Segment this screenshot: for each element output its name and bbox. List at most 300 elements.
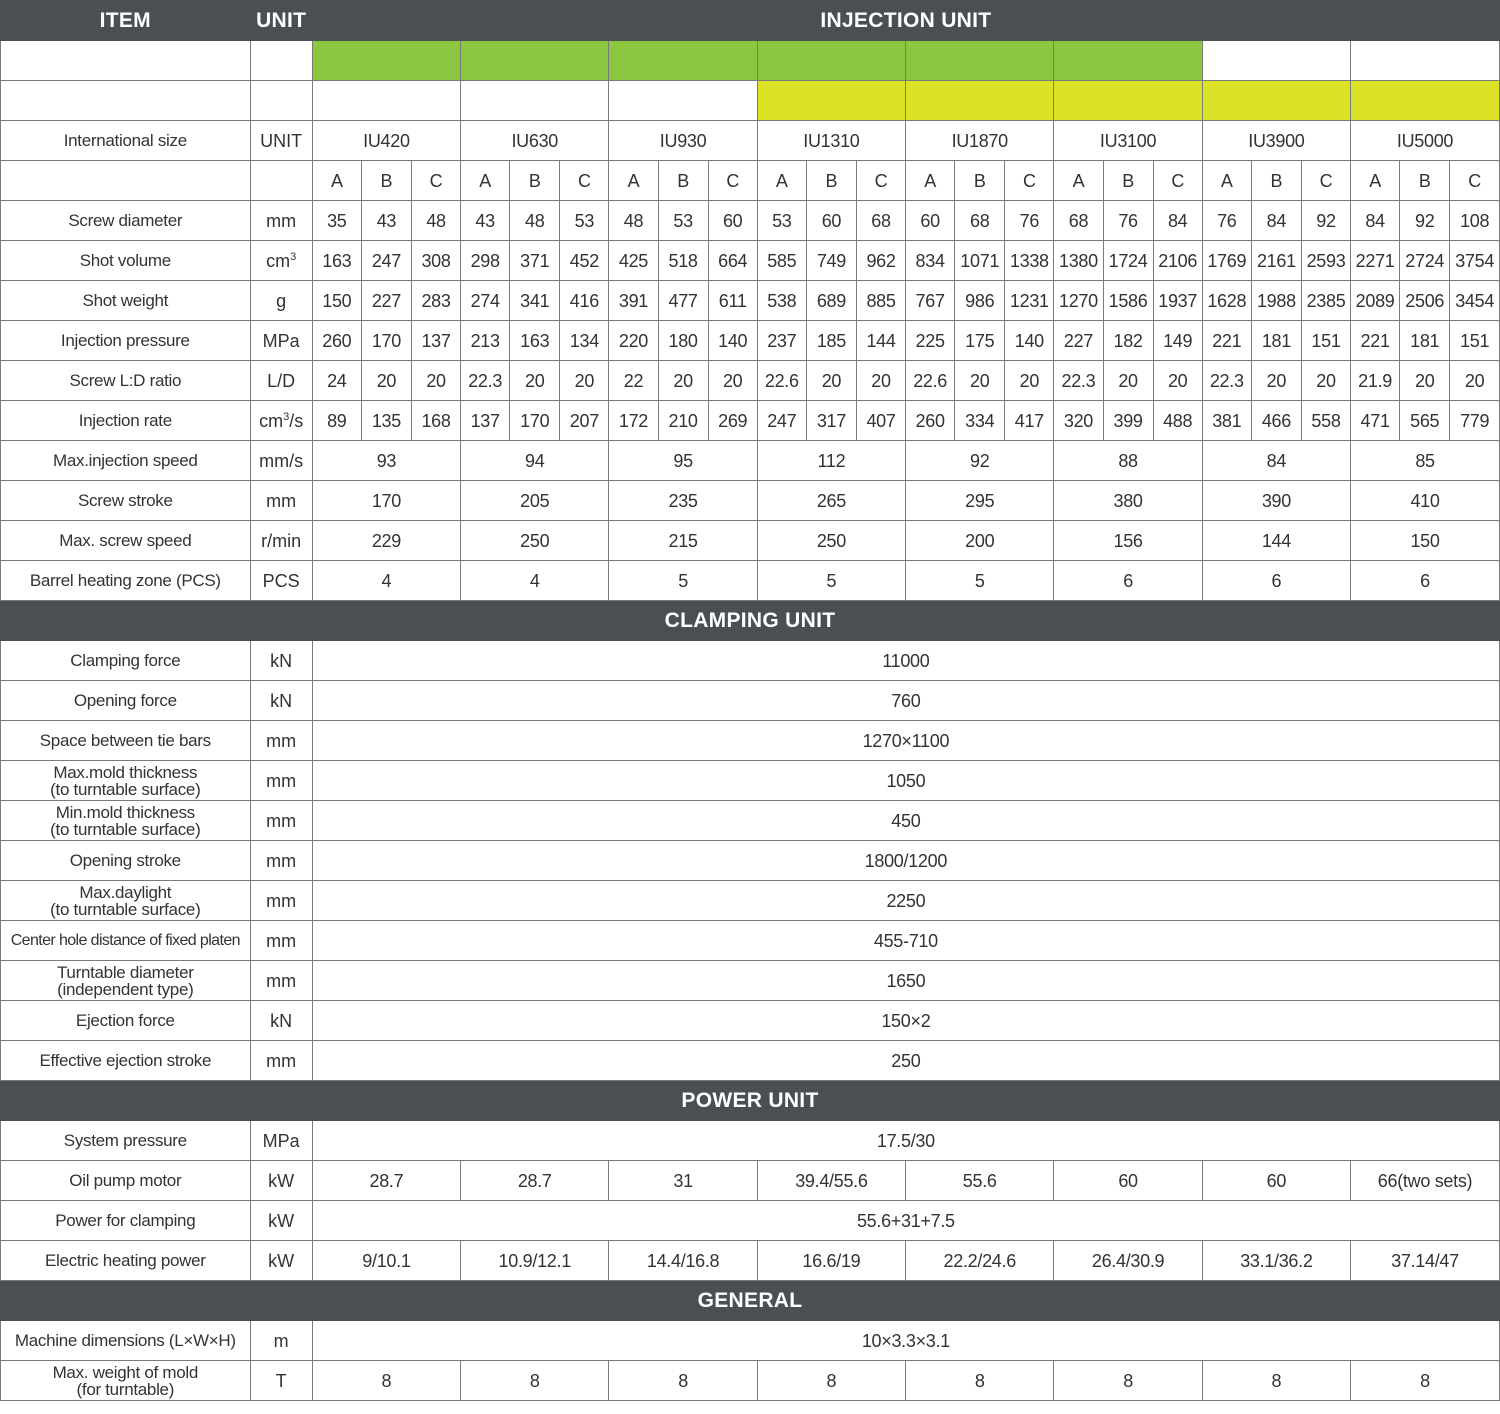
value-cell: 20 bbox=[1301, 361, 1350, 401]
size-name: IU5000 bbox=[1351, 121, 1500, 161]
value-cell: 2250 bbox=[312, 881, 1499, 921]
value-cell: 8 bbox=[461, 1361, 609, 1401]
value-cell: 407 bbox=[856, 401, 905, 441]
screw-letter: A bbox=[906, 161, 955, 201]
size-name: IU3900 bbox=[1202, 121, 1350, 161]
injection-row bbox=[1, 281, 1500, 321]
value-cell: 92 bbox=[906, 441, 1054, 481]
value-cell: 134 bbox=[560, 321, 609, 361]
unit-text: cm bbox=[259, 410, 284, 431]
value-cell: 779 bbox=[1450, 401, 1500, 441]
row-label: Screw L:D ratio bbox=[1, 361, 251, 401]
value-cell: 2161 bbox=[1251, 241, 1301, 281]
unit-text: r/min bbox=[261, 530, 302, 551]
row-unit bbox=[250, 641, 312, 681]
value-cell: 1231 bbox=[1005, 281, 1054, 321]
clamping-row bbox=[1, 841, 1500, 881]
row-label bbox=[1, 801, 251, 841]
screw-letter: A bbox=[1351, 161, 1400, 201]
value-cell: 170 bbox=[510, 401, 560, 441]
row-unit bbox=[250, 361, 312, 401]
value-cell: 135 bbox=[361, 401, 411, 441]
row-unit bbox=[250, 1241, 312, 1281]
row-unit bbox=[250, 961, 312, 1001]
value-cell: 84 bbox=[1153, 201, 1202, 241]
value-cell: 37.14/47 bbox=[1351, 1241, 1500, 1281]
unit-text: cm bbox=[266, 250, 291, 271]
value-cell: 66(two sets) bbox=[1351, 1161, 1500, 1201]
value-cell: 68 bbox=[1054, 201, 1103, 241]
green-band-cell bbox=[757, 41, 905, 81]
value-cell: 76 bbox=[1005, 201, 1054, 241]
value-cell: 885 bbox=[856, 281, 905, 321]
row-unit bbox=[250, 841, 312, 881]
band-blank bbox=[1, 41, 251, 81]
value-cell: 2385 bbox=[1301, 281, 1350, 321]
value-cell: 43 bbox=[361, 201, 411, 241]
value-cell: 20 bbox=[1450, 361, 1500, 401]
value-cell: 170 bbox=[312, 481, 460, 521]
spec-body bbox=[1, 1, 1500, 1401]
row-unit bbox=[250, 1361, 312, 1401]
value-cell: 6 bbox=[1351, 561, 1500, 601]
value-cell: 39.4/55.6 bbox=[757, 1161, 905, 1201]
injection-row bbox=[1, 241, 1500, 281]
lime-band-cell bbox=[1351, 81, 1500, 121]
value-cell: 1380 bbox=[1054, 241, 1103, 281]
value-cell: 151 bbox=[1301, 321, 1350, 361]
value-cell: 89 bbox=[312, 401, 361, 441]
value-cell: 48 bbox=[411, 201, 460, 241]
unit-superscript: 3 bbox=[283, 410, 290, 423]
row-label-line2: (to turntable surface) bbox=[50, 779, 201, 799]
value-cell: 172 bbox=[609, 401, 658, 441]
value-cell: 834 bbox=[906, 241, 955, 281]
value-cell: 55.6+31+7.5 bbox=[312, 1201, 1499, 1241]
screw-letter: A bbox=[461, 161, 510, 201]
row-unit bbox=[250, 161, 312, 201]
value-cell: 250 bbox=[757, 521, 905, 561]
lime-band-cell bbox=[312, 81, 460, 121]
power-row bbox=[1, 1161, 1500, 1201]
value-cell: 181 bbox=[1251, 321, 1301, 361]
general-header-row bbox=[1, 1281, 1500, 1321]
power-row bbox=[1, 1121, 1500, 1161]
value-cell: 466 bbox=[1251, 401, 1301, 441]
unit-text: mm/s bbox=[259, 450, 304, 471]
value-cell: 60 bbox=[806, 201, 856, 241]
value-cell: 22.6 bbox=[757, 361, 806, 401]
screw-letter: B bbox=[1400, 161, 1450, 201]
value-cell: 3754 bbox=[1450, 241, 1500, 281]
row-label: Opening force bbox=[1, 681, 251, 721]
value-cell: 210 bbox=[658, 401, 708, 441]
value-cell: 298 bbox=[461, 241, 510, 281]
value-cell: 225 bbox=[906, 321, 955, 361]
injection-row bbox=[1, 321, 1500, 361]
value-cell: 20 bbox=[1005, 361, 1054, 401]
lime-band-cell bbox=[609, 81, 757, 121]
clamping-row bbox=[1, 1041, 1500, 1081]
value-cell: 17.5/30 bbox=[312, 1121, 1499, 1161]
row-unit bbox=[250, 801, 312, 841]
value-cell: 92 bbox=[1301, 201, 1350, 241]
value-cell: 221 bbox=[1202, 321, 1251, 361]
green-band-row bbox=[1, 41, 1500, 81]
value-cell: 31 bbox=[609, 1161, 757, 1201]
screw-letter: A bbox=[609, 161, 658, 201]
row-label-line1: Max. weight of mold bbox=[52, 1362, 199, 1382]
value-cell: 760 bbox=[312, 681, 1499, 721]
section-title: CLAMPING UNIT bbox=[1, 601, 1500, 641]
screw-letter: B bbox=[955, 161, 1005, 201]
value-cell: 3454 bbox=[1450, 281, 1500, 321]
value-cell: 237 bbox=[757, 321, 806, 361]
value-cell: 163 bbox=[312, 241, 361, 281]
value-cell: 2271 bbox=[1351, 241, 1400, 281]
value-cell: 20 bbox=[955, 361, 1005, 401]
green-band-cell bbox=[312, 41, 460, 81]
value-cell: 43 bbox=[461, 201, 510, 241]
row-label: Ejection force bbox=[1, 1001, 251, 1041]
value-cell: 85 bbox=[1351, 441, 1500, 481]
value-cell: 410 bbox=[1351, 481, 1500, 521]
row-unit bbox=[250, 561, 312, 601]
row-unit bbox=[250, 281, 312, 321]
unit-text: m bbox=[273, 1330, 289, 1351]
screw-letter: C bbox=[560, 161, 609, 201]
value-cell: 235 bbox=[609, 481, 757, 521]
value-cell: 247 bbox=[757, 401, 806, 441]
value-cell: 28.7 bbox=[312, 1161, 460, 1201]
clamping-row bbox=[1, 881, 1500, 921]
unit-text: mm bbox=[266, 890, 297, 911]
value-cell: 5 bbox=[757, 561, 905, 601]
size-name: IU930 bbox=[609, 121, 757, 161]
value-cell: 452 bbox=[560, 241, 609, 281]
unit-text: mm bbox=[266, 1050, 297, 1071]
value-cell: 399 bbox=[1103, 401, 1153, 441]
screw-letter: A bbox=[1054, 161, 1103, 201]
section-title: GENERAL bbox=[1, 1281, 1500, 1321]
value-cell: 20 bbox=[510, 361, 560, 401]
value-cell: 8 bbox=[757, 1361, 905, 1401]
value-cell: 2106 bbox=[1153, 241, 1202, 281]
value-cell: 28.7 bbox=[461, 1161, 609, 1201]
unit-text: MPa bbox=[262, 1130, 300, 1151]
unit-text: mm bbox=[266, 810, 297, 831]
unit-text: T bbox=[275, 1370, 287, 1391]
row-label: System pressure bbox=[1, 1121, 251, 1161]
row-label: Shot volume bbox=[1, 241, 251, 281]
value-cell: 317 bbox=[806, 401, 856, 441]
value-cell: 95 bbox=[609, 441, 757, 481]
value-cell: 371 bbox=[510, 241, 560, 281]
clamping-header-row bbox=[1, 601, 1500, 641]
value-cell: 151 bbox=[1450, 321, 1500, 361]
row-label-line2: (for turntable) bbox=[76, 1379, 175, 1399]
row-label: Max.injection speed bbox=[1, 441, 251, 481]
row-label: International size bbox=[1, 121, 251, 161]
value-cell: 88 bbox=[1054, 441, 1202, 481]
value-cell: 391 bbox=[609, 281, 658, 321]
screw-letter: C bbox=[411, 161, 460, 201]
value-cell: 20 bbox=[806, 361, 856, 401]
value-cell: 320 bbox=[1054, 401, 1103, 441]
row-label-line2: (independent type) bbox=[57, 979, 194, 999]
row-label: Power for clamping bbox=[1, 1201, 251, 1241]
value-cell: 60 bbox=[906, 201, 955, 241]
unit-text: kN bbox=[270, 650, 293, 671]
value-cell: 53 bbox=[658, 201, 708, 241]
row-unit bbox=[250, 721, 312, 761]
value-cell: 1270×1100 bbox=[312, 721, 1499, 761]
value-cell: 84 bbox=[1351, 201, 1400, 241]
international-size-row bbox=[1, 121, 1500, 161]
value-cell: 2506 bbox=[1400, 281, 1450, 321]
value-cell: 22.3 bbox=[1202, 361, 1251, 401]
value-cell: 283 bbox=[411, 281, 460, 321]
value-cell: 14.4/16.8 bbox=[609, 1241, 757, 1281]
screw-letter: C bbox=[1005, 161, 1054, 201]
general-row bbox=[1, 1361, 1500, 1401]
size-name: IU1870 bbox=[906, 121, 1054, 161]
value-cell: 585 bbox=[757, 241, 806, 281]
value-cell: 269 bbox=[708, 401, 757, 441]
value-cell: 22.6 bbox=[906, 361, 955, 401]
screw-letter: B bbox=[658, 161, 708, 201]
power-header-row bbox=[1, 1081, 1500, 1121]
unit-text: mm bbox=[266, 850, 297, 871]
row-unit bbox=[250, 521, 312, 561]
value-cell: 749 bbox=[806, 241, 856, 281]
value-cell: 8 bbox=[1351, 1361, 1500, 1401]
row-unit bbox=[250, 1201, 312, 1241]
lime-band-cell bbox=[1054, 81, 1202, 121]
value-cell: 260 bbox=[906, 401, 955, 441]
lime-band-cell bbox=[757, 81, 905, 121]
value-cell: 175 bbox=[955, 321, 1005, 361]
screw-letter: C bbox=[856, 161, 905, 201]
value-cell: 334 bbox=[955, 401, 1005, 441]
row-unit bbox=[250, 321, 312, 361]
row-label: Screw stroke bbox=[1, 481, 251, 521]
value-cell: 565 bbox=[1400, 401, 1450, 441]
row-unit bbox=[250, 1321, 312, 1361]
band-blank bbox=[250, 41, 312, 81]
lime-band-cell bbox=[461, 81, 609, 121]
value-cell: 35 bbox=[312, 201, 361, 241]
row-unit: UNIT bbox=[250, 121, 312, 161]
value-cell: 150 bbox=[312, 281, 361, 321]
value-cell: 250 bbox=[312, 1041, 1499, 1081]
value-cell: 450 bbox=[312, 801, 1499, 841]
row-label-line1: Min.mold thickness bbox=[55, 802, 195, 822]
unit-text: mm bbox=[266, 970, 297, 991]
value-cell: 33.1/36.2 bbox=[1202, 1241, 1350, 1281]
value-cell: 48 bbox=[510, 201, 560, 241]
value-cell: 207 bbox=[560, 401, 609, 441]
unit-text: mm bbox=[266, 210, 297, 231]
value-cell: 94 bbox=[461, 441, 609, 481]
value-cell: 8 bbox=[906, 1361, 1054, 1401]
unit-text: kN bbox=[270, 1010, 293, 1031]
row-label: Max. screw speed bbox=[1, 521, 251, 561]
green-band-cell bbox=[1054, 41, 1202, 81]
value-cell: 265 bbox=[757, 481, 905, 521]
row-label: Oil pump motor bbox=[1, 1161, 251, 1201]
screw-letter-row bbox=[1, 161, 1500, 201]
value-cell: 20 bbox=[1251, 361, 1301, 401]
value-cell: 170 bbox=[361, 321, 411, 361]
value-cell: 1724 bbox=[1103, 241, 1153, 281]
row-unit bbox=[250, 1001, 312, 1041]
value-cell: 6 bbox=[1054, 561, 1202, 601]
unit-text: mm bbox=[266, 490, 297, 511]
value-cell: 200 bbox=[906, 521, 1054, 561]
unit-text: kW bbox=[268, 1250, 295, 1271]
lime-band-cell bbox=[906, 81, 1054, 121]
value-cell: 455-710 bbox=[312, 921, 1499, 961]
value-cell: 84 bbox=[1251, 201, 1301, 241]
band-blank bbox=[1, 81, 251, 121]
value-cell: 185 bbox=[806, 321, 856, 361]
row-label-line1: Turntable diameter bbox=[56, 962, 194, 982]
row-label bbox=[1, 1361, 251, 1401]
unit-text: kW bbox=[268, 1210, 295, 1231]
value-cell: 1650 bbox=[312, 961, 1499, 1001]
row-label: Barrel heating zone (PCS) bbox=[1, 561, 251, 601]
value-cell: 20 bbox=[1400, 361, 1450, 401]
row-label: Effective ejection stroke bbox=[1, 1041, 251, 1081]
value-cell: 8 bbox=[609, 1361, 757, 1401]
row-label-line2: (to turntable surface) bbox=[50, 819, 201, 839]
row-label-line1: Max.daylight bbox=[79, 882, 172, 902]
injection-group-row bbox=[1, 561, 1500, 601]
row-label: Screw diameter bbox=[1, 201, 251, 241]
value-cell: 20 bbox=[1153, 361, 1202, 401]
clamping-row bbox=[1, 721, 1500, 761]
value-cell: 149 bbox=[1153, 321, 1202, 361]
value-cell: 26.4/30.9 bbox=[1054, 1241, 1202, 1281]
screw-letter: C bbox=[1301, 161, 1350, 201]
value-cell: 140 bbox=[1005, 321, 1054, 361]
value-cell: 108 bbox=[1450, 201, 1500, 241]
unit-superscript: 3 bbox=[290, 250, 297, 263]
row-label: Center hole distance of fixed platen bbox=[1, 921, 251, 961]
value-cell: 60 bbox=[1202, 1161, 1350, 1201]
value-cell: 962 bbox=[856, 241, 905, 281]
value-cell: 1628 bbox=[1202, 281, 1251, 321]
value-cell: 76 bbox=[1103, 201, 1153, 241]
screw-letter: C bbox=[708, 161, 757, 201]
value-cell: 20 bbox=[1103, 361, 1153, 401]
header-item: ITEM bbox=[1, 1, 251, 41]
value-cell: 213 bbox=[461, 321, 510, 361]
value-cell: 260 bbox=[312, 321, 361, 361]
value-cell: 221 bbox=[1351, 321, 1400, 361]
row-label bbox=[1, 961, 251, 1001]
general-row bbox=[1, 1321, 1500, 1361]
value-cell: 2593 bbox=[1301, 241, 1350, 281]
value-cell: 380 bbox=[1054, 481, 1202, 521]
injection-group-row bbox=[1, 521, 1500, 561]
value-cell: 16.6/19 bbox=[757, 1241, 905, 1281]
clamping-row bbox=[1, 961, 1500, 1001]
clamping-row bbox=[1, 921, 1500, 961]
value-cell: 689 bbox=[806, 281, 856, 321]
row-unit bbox=[250, 401, 312, 441]
value-cell: 308 bbox=[411, 241, 460, 281]
row-unit bbox=[250, 681, 312, 721]
value-cell: 205 bbox=[461, 481, 609, 521]
unit-text: mm bbox=[266, 730, 297, 751]
value-cell: 84 bbox=[1202, 441, 1350, 481]
value-cell: 1937 bbox=[1153, 281, 1202, 321]
row-label-line1: Max.mold thickness bbox=[53, 762, 198, 782]
value-cell: 60 bbox=[1054, 1161, 1202, 1201]
value-cell: 48 bbox=[609, 201, 658, 241]
size-name: IU630 bbox=[461, 121, 609, 161]
row-label bbox=[1, 761, 251, 801]
value-cell: 9/10.1 bbox=[312, 1241, 460, 1281]
row-unit bbox=[250, 1121, 312, 1161]
value-cell: 20 bbox=[708, 361, 757, 401]
value-cell: 1270 bbox=[1054, 281, 1103, 321]
value-cell: 4 bbox=[312, 561, 460, 601]
value-cell: 1800/1200 bbox=[312, 841, 1499, 881]
green-band-cell bbox=[906, 41, 1054, 81]
value-cell: 22.2/24.6 bbox=[906, 1241, 1054, 1281]
unit-text: MPa bbox=[262, 330, 300, 351]
row-label bbox=[1, 881, 251, 921]
value-cell: 274 bbox=[461, 281, 510, 321]
unit-suffix: /s bbox=[289, 410, 304, 431]
row-label: Opening stroke bbox=[1, 841, 251, 881]
value-cell: 53 bbox=[757, 201, 806, 241]
value-cell: 425 bbox=[609, 241, 658, 281]
value-cell: 664 bbox=[708, 241, 757, 281]
value-cell: 163 bbox=[510, 321, 560, 361]
value-cell: 471 bbox=[1351, 401, 1400, 441]
value-cell: 381 bbox=[1202, 401, 1251, 441]
value-cell: 156 bbox=[1054, 521, 1202, 561]
value-cell: 1050 bbox=[312, 761, 1499, 801]
value-cell: 53 bbox=[560, 201, 609, 241]
row-unit bbox=[250, 761, 312, 801]
value-cell: 1071 bbox=[955, 241, 1005, 281]
row-label: Space between tie bars bbox=[1, 721, 251, 761]
size-name: IU420 bbox=[312, 121, 460, 161]
clamping-row bbox=[1, 681, 1500, 721]
value-cell: 76 bbox=[1202, 201, 1251, 241]
value-cell: 20 bbox=[411, 361, 460, 401]
green-band-cell bbox=[609, 41, 757, 81]
value-cell: 144 bbox=[856, 321, 905, 361]
value-cell: 767 bbox=[906, 281, 955, 321]
value-cell: 137 bbox=[411, 321, 460, 361]
power-row bbox=[1, 1201, 1500, 1241]
value-cell: 10.9/12.1 bbox=[461, 1241, 609, 1281]
value-cell: 20 bbox=[658, 361, 708, 401]
screw-letter: A bbox=[1202, 161, 1251, 201]
unit-text: PCS bbox=[262, 570, 300, 591]
row-unit bbox=[250, 441, 312, 481]
value-cell: 92 bbox=[1400, 201, 1450, 241]
value-cell: 4 bbox=[461, 561, 609, 601]
value-cell: 390 bbox=[1202, 481, 1350, 521]
row-label: Electric heating power bbox=[1, 1241, 251, 1281]
